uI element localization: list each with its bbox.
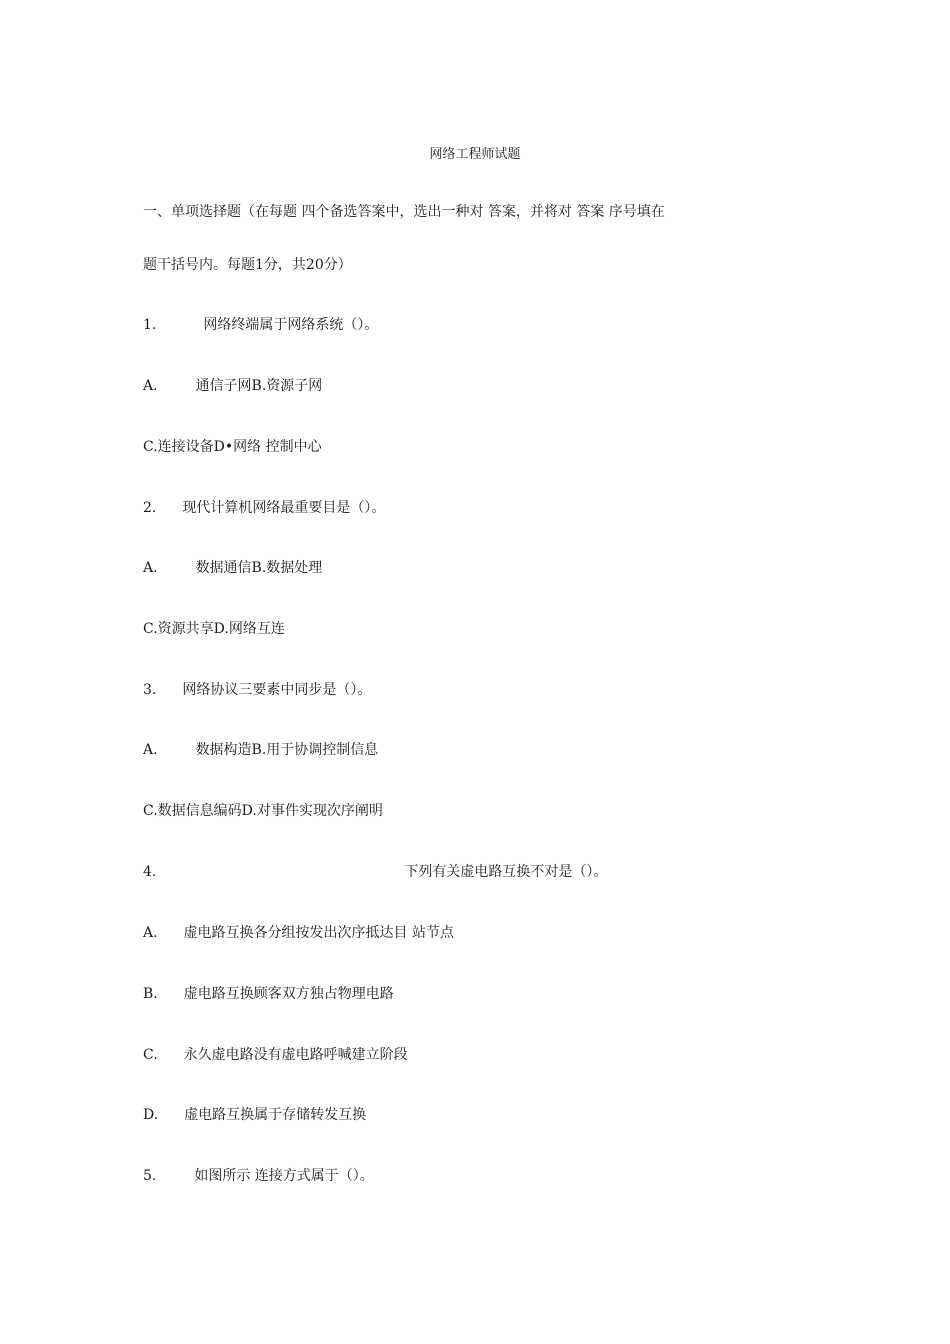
section-heading-line2: 题干括号内。每题1分，共20分） bbox=[143, 257, 352, 273]
question-number: 4. bbox=[143, 864, 157, 880]
question-4 bbox=[143, 862, 607, 882]
question-stem: 网络终端属于网络系统（）。 bbox=[203, 317, 379, 333]
question-4-option-c bbox=[143, 1045, 408, 1065]
option-text: 虚电路互换属于存储转发互换 bbox=[184, 1107, 367, 1123]
question-stem: 下列有关虚电路互换不对是（）。 bbox=[404, 864, 608, 880]
option-label: C. bbox=[143, 1047, 158, 1063]
question-number: 2. bbox=[143, 500, 157, 516]
question-1-options-ab bbox=[143, 376, 322, 396]
option-label: A. bbox=[143, 925, 158, 941]
question-2-options-ab bbox=[143, 558, 322, 578]
question-4-option-a bbox=[143, 923, 454, 943]
option-text: 通信子网B.资源子网 bbox=[195, 378, 323, 394]
question-5 bbox=[143, 1166, 374, 1186]
option-text: 数据构造B.用于协调控制信息 bbox=[195, 742, 379, 758]
option-label: A. bbox=[143, 560, 158, 576]
question-4-option-b bbox=[143, 984, 394, 1004]
question-4-option-d bbox=[143, 1105, 366, 1125]
option-label: A. bbox=[143, 378, 158, 394]
question-number: 1. bbox=[143, 317, 157, 333]
question-stem: 如图所示 连接方式属于（）。 bbox=[194, 1168, 374, 1184]
question-1-options-cd: C.连接设备D•网络 控制中心 bbox=[143, 439, 322, 455]
question-stem: 现代计算机网络最重要目是（）。 bbox=[182, 500, 386, 516]
option-text: 数据通信B.数据处理 bbox=[195, 560, 323, 576]
question-2 bbox=[143, 498, 385, 518]
option-label: B. bbox=[143, 986, 158, 1002]
question-3-options-cd: C.数据信息编码D.对事件实现次序阐明 bbox=[143, 803, 383, 819]
section-heading-line1: 一、单项选择题（在每题 四个备选答案中，选出一种对 答案，并将对 答案 序号填在 bbox=[143, 204, 665, 220]
question-3-options-ab bbox=[143, 740, 378, 760]
question-1 bbox=[143, 315, 378, 335]
question-2-options-cd: C.资源共享D.网络互连 bbox=[143, 621, 285, 637]
option-text: 虚电路互换顾客双方独占物理电路 bbox=[183, 986, 394, 1002]
question-stem: 网络协议三要素中同步是（）。 bbox=[182, 682, 372, 698]
option-text: 虚电路互换各分组按发出次序抵达目 站节点 bbox=[183, 925, 455, 941]
option-label: D. bbox=[143, 1107, 159, 1123]
option-label: A. bbox=[143, 742, 158, 758]
question-number: 3. bbox=[143, 682, 157, 698]
question-3 bbox=[143, 680, 371, 700]
option-text: 永久虚电路没有虚电路呼喊建立阶段 bbox=[183, 1047, 408, 1063]
document-title: 网络工程师试题 bbox=[429, 147, 521, 162]
question-number: 5. bbox=[143, 1168, 157, 1184]
